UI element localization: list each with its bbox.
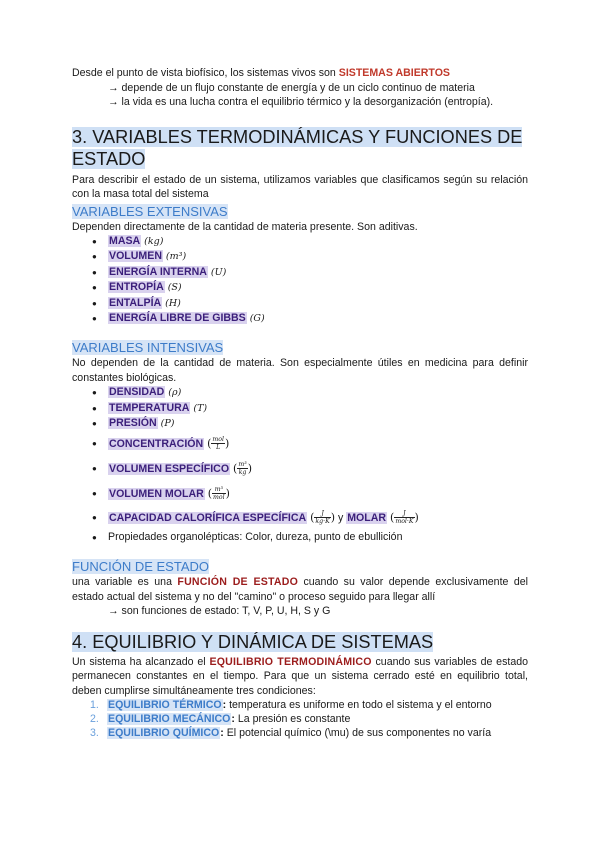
section-4-title: 4. EQUILIBRIO Y DINÁMICA DE SISTEMAS: [72, 631, 434, 652]
list-item: ● ENTALPÍA (H): [92, 296, 528, 311]
list-item: ● MASA (kg): [92, 234, 528, 249]
list-item: ● DENSIDAD (ρ): [92, 385, 528, 400]
equilibrio-termodinamico-term: EQUILIBRIO TERMODINÁMICO: [209, 655, 372, 668]
list-item: ● CONCENTRACIÓN ( $\frac{\text{mol}}{L}$ ): [92, 432, 528, 456]
list-item: ● CAPACIDAD CALORÍFICA ESPECÍFICA ( $\frac{J}{kg\cdot K}$ ) y MOLAR ( $\frac{J}{\text{mol·K}}$ ): [92, 506, 528, 530]
state-function-arrow: → son funciones de estado: T, V, P, U, H, S y G: [108, 605, 331, 618]
section-3-title-line2: ESTADO: [72, 148, 146, 169]
list-item: 3. EQUILIBRIO QUÍMICO: El potencial químico (\mu) de sus componentes no varía: [90, 727, 492, 740]
list-item: ● TEMPERATURA (T): [92, 401, 528, 416]
extensive-list: [72, 234, 528, 326]
list-item: ● VOLUMEN (m³): [92, 249, 528, 264]
list-item: ● PRESIÓN (P): [92, 416, 528, 431]
intro-arrow-2: → la vida es una lucha contra el equilibrio térmico y la desorganización (entropía).: [108, 96, 494, 108]
extensive-desc: Dependen directamente de la cantidad de materia presente. Son aditivas.: [72, 220, 418, 233]
intensive-heading: VARIABLES INTENSIVAS: [72, 340, 224, 356]
state-function-paragraph: una variable es una FUNCIÓN DE ESTADO cuando su valor depende exclusivamente del estado actual del sistema y no del "camino" o proceso seguido para llegar allí: [72, 576, 528, 603]
intro-arrow-1: → depende de un flujo constante de energía y de un ciclo continuo de materia: [108, 81, 475, 94]
list-item: ● Propiedades organolépticas: Color, dureza, punto de ebullición: [92, 530, 528, 545]
section-4-paragraph: Un sistema ha alcanzado el EQUILIBRIO TERMODINÁMICO cuando sus variables de estado permanecen constantes en el tiempo. Para que un sistema cerrado esté en equilibrio total, deben cumplirse simultáneamente tres condiciones:: [72, 655, 528, 697]
funcion-de-estado-term: FUNCIÓN DE ESTADO: [177, 576, 299, 589]
extensive-heading: VARIABLES EXTENSIVAS: [72, 203, 228, 219]
state-function-heading: FUNCIÓN DE ESTADO: [72, 559, 209, 575]
intensive-desc: No dependen de la cantidad de materia. Son especialmente útiles en medicina para definir constantes biológicas.: [72, 357, 528, 384]
list-item: ● ENERGÍA INTERNA (U): [92, 265, 528, 280]
list-item: ● ENTROPÍA (S): [92, 280, 528, 295]
list-item: ● ENERGÍA LIBRE DE GIBBS (G): [92, 311, 528, 326]
document-page: [72, 66, 528, 741]
intro-paragraph: Desde el punto de vista biofísico, los sistemas vivos son SISTEMAS ABIERTOS: [72, 67, 450, 79]
section-3-title: 3. VARIABLES TERMODINÁMICAS Y FUNCIONES DE: [72, 126, 523, 147]
sistemas-abiertos-term: SISTEMAS ABIERTOS: [338, 67, 450, 79]
equilibrium-list: [72, 698, 528, 741]
list-item: ● VOLUMEN MOLAR ( $\frac{\text{m³}}{\text{mol}}$ ): [92, 482, 528, 506]
section-3-intro: Para describir el estado de un sistema, utilizamos variables que clasificamos según su relación con la masa total del sistema: [72, 173, 528, 200]
intensive-list: [72, 385, 528, 545]
list-item: 2. EQUILIBRIO MECÁNICO: La presión es constante: [90, 713, 351, 726]
list-item: 1. EQUILIBRIO TÉRMICO: temperatura es uniforme en todo el sistema y el entorno: [90, 699, 492, 712]
list-item: ● VOLUMEN ESPECÍFICO ( $\frac{\text{m³}}{kg}$ ): [92, 456, 528, 482]
